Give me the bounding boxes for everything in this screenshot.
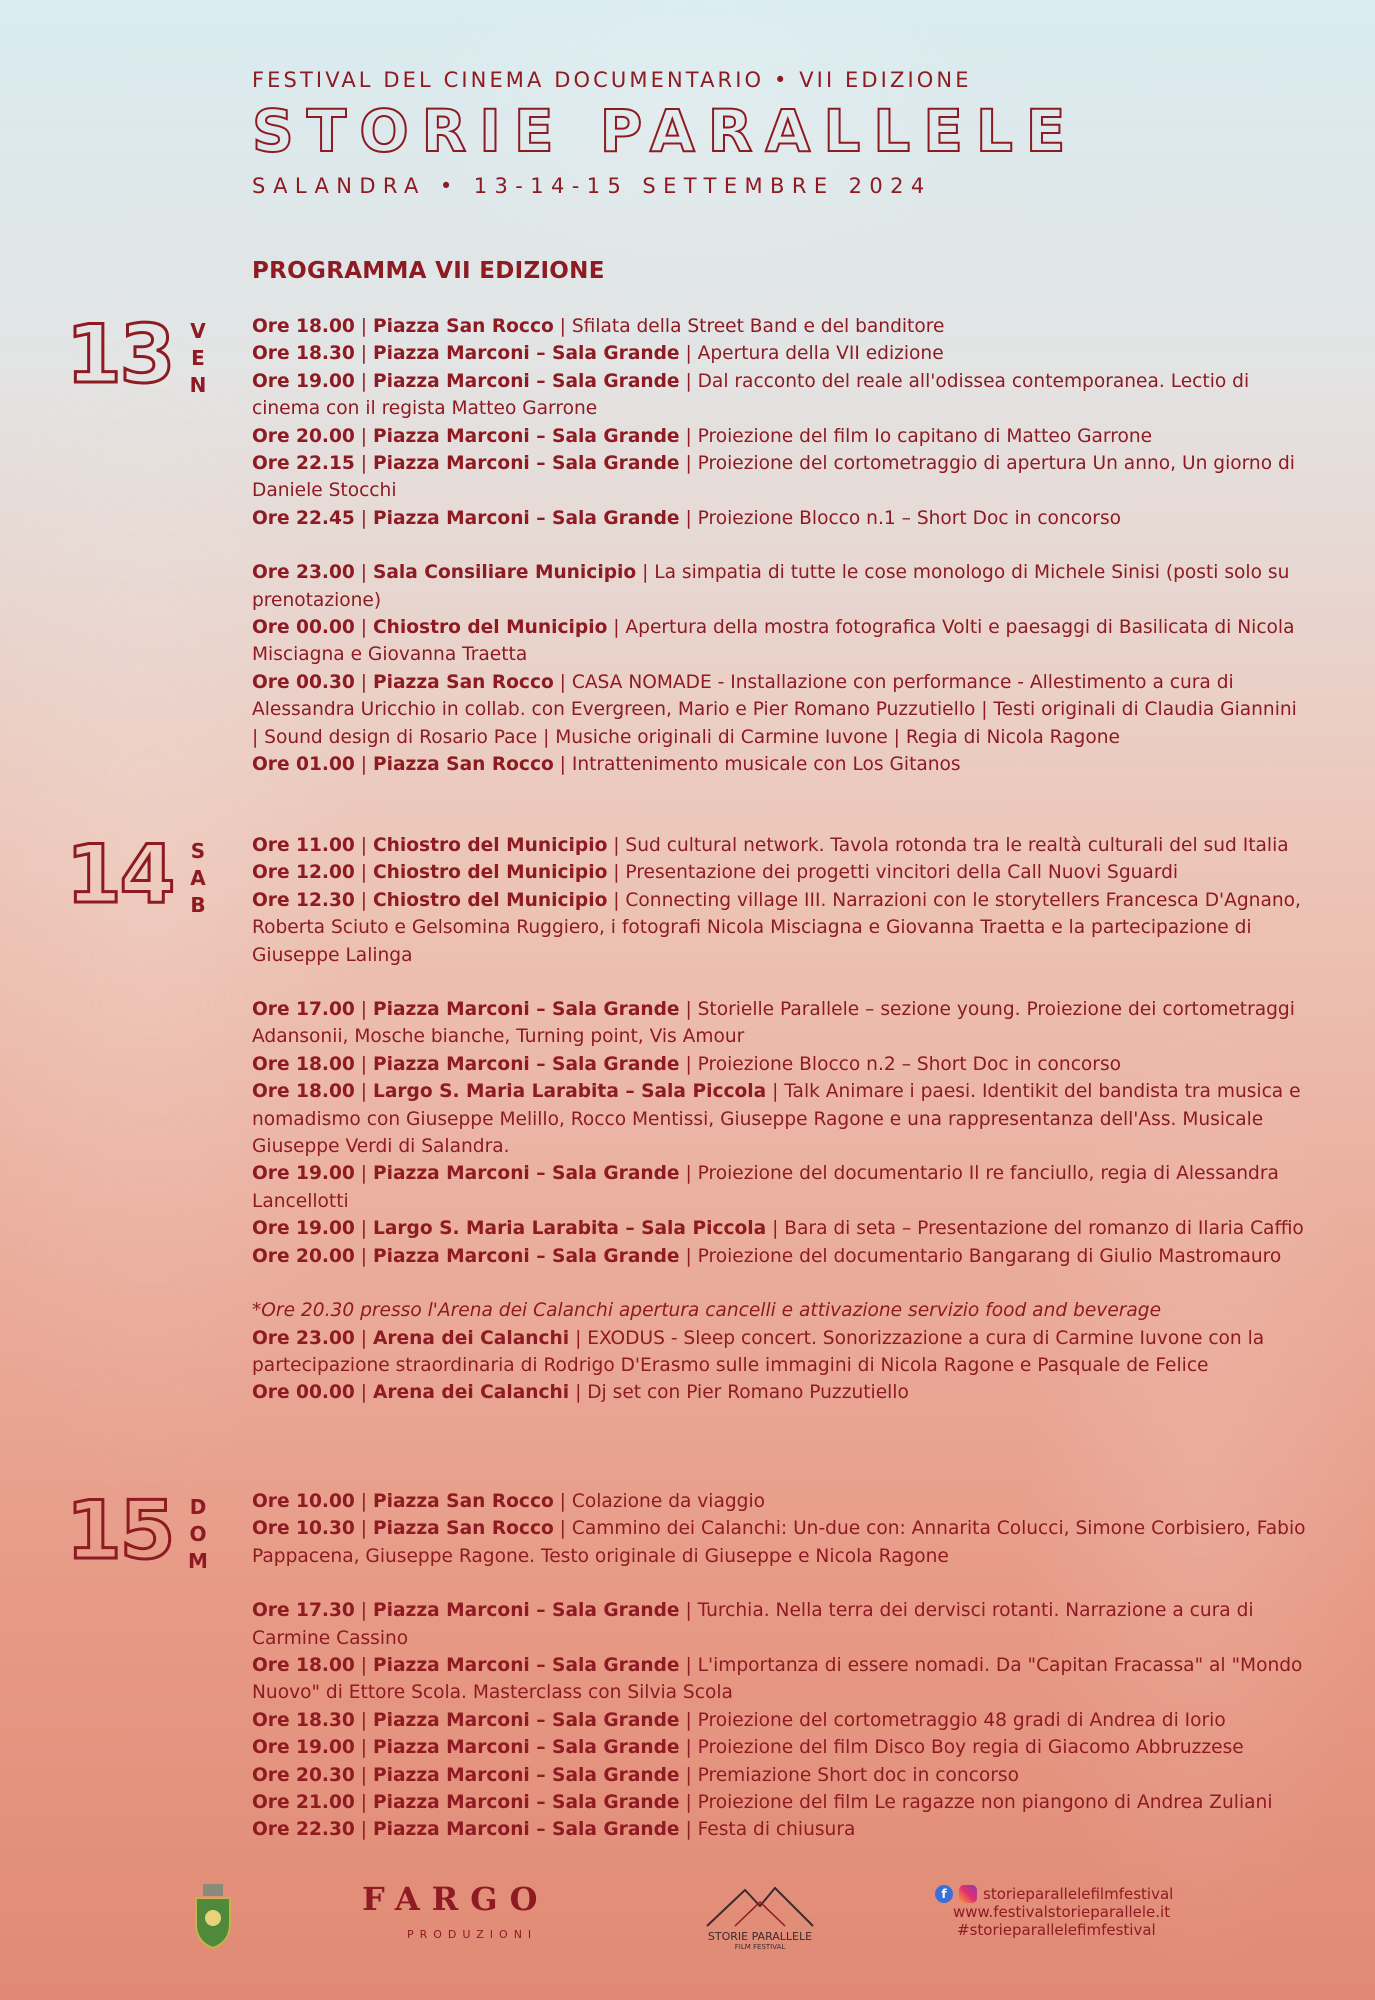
program-entry: Ore 18.00 | Piazza Marconi – Sala Grande | Proiezione Blocco n.2 – Short Doc in concorso xyxy=(252,1053,1122,1075)
entry-place: Piazza Marconi – Sala Grande xyxy=(372,999,680,1021)
header xyxy=(252,68,1079,198)
instagram-icon[interactable] xyxy=(959,1885,977,1903)
program-entry: Ore 12.00 | Chiostro del Municipio | Presentazione dei progetti vincitori della Call Nuovi Sguardi xyxy=(252,862,1179,884)
day-number: 14 xyxy=(66,828,174,921)
entry-time: Ore 00.00 xyxy=(252,617,355,639)
program-entry: Ore 01.00 | Piazza San Rocco | Intrattenimento musicale con Los Gitanos xyxy=(252,754,961,776)
website-link[interactable]: www.festivalstorieparallele.it xyxy=(953,1903,1171,1921)
program-entry: Ore 00.30 | Piazza San Rocco | CASA NOMADE - Installazione con performance - Allestimento a cura di Alessandra Uricchio in collab. con Evergreen, Mario e Pier Romano Puzzutiello | Testi originali di Claudia Giannini | Sound design di Rosario Pace | Musiche originali di Carmine Iuvone | Regia di Nicola Ragone xyxy=(252,671,1297,748)
weekday-letter: O xyxy=(189,1522,207,1546)
entry-time: Ore 19.00 xyxy=(252,1163,355,1185)
program-entry: Ore 00.00 | Chiostro del Municipio | Apertura della mostra fotografica Volti e paesaggi di Basilicata di Nicola Misciagna e Giovanna Traetta xyxy=(252,617,1295,666)
entry-place: Sala Consiliare Municipio xyxy=(372,562,637,584)
program-entry: Ore 17.30 | Piazza Marconi – Sala Grande | Turchia. Nella terra dei dervisci rotanti. Narrazione a cura di Carmine Cassino xyxy=(252,1600,1254,1649)
weekday-letter: N xyxy=(189,373,207,397)
facebook-icon[interactable]: f xyxy=(935,1885,953,1903)
weekday-letter: M xyxy=(188,1549,208,1573)
entry-time: Ore 18.30 xyxy=(252,1709,355,1731)
entry-description: | Proiezione Blocco n.2 – Short Doc in concorso xyxy=(679,1053,1122,1075)
entry-description: | Proiezione del documentario Il re fanciullo, regia di Alessandra Lancellotti xyxy=(252,1163,1279,1212)
entry-time: Ore 23.00 xyxy=(252,562,355,584)
program-entry: Ore 10.00 | Piazza San Rocco | Colazione da viaggio xyxy=(252,1491,766,1512)
program-entry: Ore 19.00 | Largo S. Maria Larabita – Sala Piccola | Bara di seta – Presentazione del romanzo di Ilaria Caffio xyxy=(252,1218,1304,1240)
program-entry: Ore 18.30 | Piazza Marconi – Sala Grande | Proiezione del cortometraggio 48 gradi di Andrea di Iorio xyxy=(252,1709,1226,1731)
day-weekday xyxy=(188,318,208,399)
program-entry: Ore 11.00 | Chiostro del Municipio | Sud cultural network. Tavola rotonda tra le realtà culturali del sud Italia xyxy=(252,835,1289,856)
entry-description: | La simpatia di tutte le cose monologo di Michele Sinisi (posti solo su prenotazione) xyxy=(252,562,1290,611)
weekday-letter: B xyxy=(190,893,206,917)
entry-time: Ore 10.30 xyxy=(252,1518,355,1540)
entry-place: Chiostro del Municipio xyxy=(372,889,608,911)
day-14-marker xyxy=(66,828,216,921)
entry-time: Ore 10.00 xyxy=(252,1491,355,1512)
entry-description: | Turchia. Nella terra dei dervisci rotanti. Narrazione a cura di Carmine Cassino xyxy=(252,1600,1254,1649)
entry-place: Largo S. Maria Larabita – Sala Piccola xyxy=(372,1218,767,1240)
entry-place: Chiostro del Municipio xyxy=(372,862,608,884)
entry-place: Piazza Marconi – Sala Grande xyxy=(372,1737,680,1759)
entry-time: Ore 19.00 xyxy=(252,1218,355,1240)
entry-time: Ore 19.00 xyxy=(252,1737,355,1759)
entry-place: Largo S. Maria Larabita – Sala Piccola xyxy=(372,1081,767,1103)
fargo-subtitle: PRODUZIONI xyxy=(407,1928,538,1941)
entry-place: Piazza San Rocco xyxy=(372,1491,554,1512)
entry-place: Chiostro del Municipio xyxy=(372,835,608,856)
program-entry: Ore 22.30 | Piazza Marconi – Sala Grande | Festa di chiusura xyxy=(252,1819,856,1841)
entry-place: Piazza San Rocco xyxy=(372,316,554,337)
entry-description: | Proiezione del film Le ragazze non piangono di Andrea Zuliani xyxy=(679,1792,1273,1814)
entry-description: | Cammino dei Calanchi: Un-due con: Annarita Colucci, Simone Corbisiero, Fabio Pappacena, Giuseppe Ragone. Testo originale di Giuseppe e Nicola Ragone xyxy=(252,1518,1306,1567)
salandra-crest-logo xyxy=(188,1882,238,1952)
program-entry: Ore 17.00 | Piazza Marconi – Sala Grande | Storielle Parallele – sezione young. Proiezione dei cortometraggi Adansonii, Mosche bianche, Turning point, Vis Amour xyxy=(252,999,1295,1048)
entry-description: | Colazione da viaggio xyxy=(553,1491,766,1512)
entry-place: Piazza Marconi – Sala Grande xyxy=(372,1819,680,1841)
day-15-marker xyxy=(66,1484,216,1577)
footer xyxy=(0,1870,1375,2000)
entry-description: | Intrattenimento musicale con Los Gitanos xyxy=(553,754,961,776)
entry-description: | Bara di seta – Presentazione del romanzo di Ilaria Caffio xyxy=(766,1218,1304,1240)
entry-time: Ore 18.00 xyxy=(252,1081,355,1103)
place-dates-line: SALANDRA • 13-14-15 SETTEMBRE 2024 xyxy=(252,174,932,198)
entry-description: | Connecting village III. Narrazioni con le storytellers Francesca D'Agnano, Roberta Sciuto e Gelsomina Ruggiero, i fotografi Nicola Misciagna e Giovanna Traetta e la partecipazione di Giuseppe Lalinga xyxy=(252,889,1301,966)
entry-description: | Dj set con Pier Romano Puzzutiello xyxy=(569,1382,909,1404)
entry-place: Piazza Marconi – Sala Grande xyxy=(372,343,680,365)
spacer xyxy=(252,1570,1307,1597)
entry-description: | Proiezione del film Disco Boy regia di Giacomo Abbruzzese xyxy=(679,1737,1244,1759)
entry-description: | Talk Animare i paesi. Identikit del bandista tra musica e nomadismo con Giuseppe Melillo, Rocco Mentissi, Giuseppe Ragone e una rappresentanza dell'Ass. Musicale Giuseppe Verdi di Salandra. xyxy=(252,1081,1301,1158)
entry-place: Piazza Marconi – Sala Grande xyxy=(372,1053,680,1075)
day-weekday xyxy=(188,1494,208,1575)
weekday-letter: V xyxy=(190,319,206,343)
day-15-program xyxy=(252,1488,1307,1844)
entry-description: | Storielle Parallele – sezione young. Proiezione dei cortometraggi Adansonii, Mosche bianche, Turning point, Vis Amour xyxy=(252,999,1295,1048)
entry-description: | L'importanza di essere nomadi. Da "Capitan Fracassa" al "Mondo Nuovo" di Ettore Scola. Masterclass con Silvia Scola xyxy=(252,1655,1303,1704)
program-entry: Ore 00.00 | Arena dei Calanchi | Dj set con Pier Romano Puzzutiello xyxy=(252,1382,909,1404)
entry-place: Piazza Marconi – Sala Grande xyxy=(372,1709,680,1731)
program-entry: Ore 22.15 | Piazza Marconi – Sala Grande | Proiezione del cortometraggio di apertura Un anno, Un giorno di Daniele Stocchi xyxy=(252,453,1295,502)
day-number: 15 xyxy=(66,1484,174,1577)
program-entry: Ore 19.00 | Piazza Marconi – Sala Grande | Proiezione del documentario Il re fanciullo, regia di Alessandra Lancellotti xyxy=(252,1163,1279,1212)
program-entry: Ore 23.00 | Arena dei Calanchi | EXODUS - Sleep concert. Sonorizzazione a cura di Carmine Iuvone con la partecipazione straordinaria di Rodrigo D'Erasmo sulle immagini di Nicola Ragone e Pasquale de Felice xyxy=(252,1327,1265,1376)
entry-time: Ore 17.00 xyxy=(252,999,355,1021)
entry-place: Piazza San Rocco xyxy=(372,1518,554,1540)
entry-description: | Apertura della VII edizione xyxy=(679,343,944,365)
entry-description: | Proiezione del cortometraggio 48 gradi di Andrea di Iorio xyxy=(679,1709,1226,1731)
entry-time: Ore 11.00 xyxy=(252,835,355,856)
weekday-letter: D xyxy=(189,1495,207,1519)
social-handle[interactable]: storieparallelefilmfestival xyxy=(983,1885,1174,1903)
festival-title: STORIE PARALLELE xyxy=(252,97,1079,165)
program-entry: Ore 18.00 | Largo S. Maria Larabita – Sala Piccola | Talk Animare i paesi. Identikit del bandista tra musica e nomadismo con Giuseppe Melillo, Rocco Mentissi, Giuseppe Ragone e una rappresentanza dell'Ass. Musicale Giuseppe Verdi di Salandra. xyxy=(252,1081,1301,1158)
weekday-letter: S xyxy=(190,839,206,863)
entry-time: Ore 01.00 xyxy=(252,754,355,776)
storie-parallele-logo xyxy=(700,1882,820,1951)
entry-place: Arena dei Calanchi xyxy=(372,1327,570,1349)
entry-time: Ore 00.30 xyxy=(252,671,355,693)
entry-time: Ore 22.30 xyxy=(252,1819,355,1841)
entry-time: Ore 00.00 xyxy=(252,1382,355,1404)
entry-time: Ore 12.00 xyxy=(252,862,355,884)
entry-place: Piazza San Rocco xyxy=(372,754,554,776)
entry-time: Ore 19.00 xyxy=(252,370,355,392)
program-entry: Ore 20.00 | Piazza Marconi – Sala Grande | Proiezione del documentario Bangarang di Giulio Mastromauro xyxy=(252,1245,1282,1267)
entry-description: | Premiazione Short doc in concorso xyxy=(679,1764,1019,1786)
entry-time: Ore 20.00 xyxy=(252,1245,355,1267)
entry-description: | Festa di chiusura xyxy=(679,1819,856,1841)
hashtag: #storieparallelefimfestival xyxy=(957,1921,1156,1939)
entry-time: Ore 12.30 xyxy=(252,889,355,911)
entry-description: | Sfilata della Street Band e del banditore xyxy=(553,316,945,337)
mountains-icon xyxy=(705,1882,815,1928)
entry-place: Piazza Marconi – Sala Grande xyxy=(372,1600,680,1622)
entry-place: Piazza San Rocco xyxy=(372,671,554,693)
entry-time: Ore 18.30 xyxy=(252,343,355,365)
social-links xyxy=(935,1885,1215,1939)
weekday-letter: A xyxy=(190,866,206,890)
entry-time: Ore 18.00 xyxy=(252,316,355,337)
program-entry: Ore 12.30 | Chiostro del Municipio | Connecting village III. Narrazioni con le storytellers Francesca D'Agnano, Roberta Sciuto e Gelsomina Ruggiero, i fotografi Nicola Misciagna e Giovanna Traetta e la partecipazione di Giuseppe Lalinga xyxy=(252,889,1301,966)
day-number: 13 xyxy=(66,308,174,401)
entry-description: | Presentazione dei progetti vincitori della Call Nuovi Sguardi xyxy=(607,862,1179,884)
entry-description: | EXODUS - Sleep concert. Sonorizzazione a cura di Carmine Iuvone con la partecipazione straordinaria di Rodrigo D'Erasmo sulle immagini di Nicola Ragone e Pasquale de Felice xyxy=(252,1327,1265,1376)
entry-place: Piazza Marconi – Sala Grande xyxy=(372,1245,680,1267)
fargo-wordmark: FARGO xyxy=(362,1880,550,1918)
day-13-program xyxy=(252,313,1307,779)
entry-place: Piazza Marconi – Sala Grande xyxy=(372,425,680,447)
festival-edition-line: FESTIVAL DEL CINEMA DOCUMENTARIO • VII EDIZIONE xyxy=(252,68,972,92)
program-entry: Ore 18.00 | Piazza San Rocco | Sfilata della Street Band e del banditore xyxy=(252,316,945,337)
day-14-program xyxy=(252,832,1307,1407)
weekday-letter: E xyxy=(191,346,205,370)
entry-place: Piazza Marconi – Sala Grande xyxy=(372,1655,680,1677)
program-entry: Ore 22.45 | Piazza Marconi – Sala Grande | Proiezione Blocco n.1 – Short Doc in concorso xyxy=(252,507,1122,529)
program-entry: Ore 23.00 | Sala Consiliare Municipio | La simpatia di tutte le cose monologo di Michele Sinisi (posti solo su prenotazione) xyxy=(252,562,1290,611)
fargo-logo xyxy=(362,1880,592,1941)
program-entry: Ore 10.30 | Piazza San Rocco | Cammino dei Calanchi: Un-due con: Annarita Colucci, Simone Corbisiero, Fabio Pappacena, Giuseppe Ragone. Testo originale di Giuseppe e Nicola Ragone xyxy=(252,1518,1306,1567)
entry-place: Piazza Marconi – Sala Grande xyxy=(372,370,680,392)
entry-description: | Sud cultural network. Tavola rotonda tra le realtà culturali del sud Italia xyxy=(607,835,1289,856)
spacer xyxy=(252,532,1307,559)
entry-place: Piazza Marconi – Sala Grande xyxy=(372,453,680,475)
program-entry: Ore 18.00 | Piazza Marconi – Sala Grande | L'importanza di essere nomadi. Da "Capitan Fracassa" al "Mondo Nuovo" di Ettore Scola. Masterclass con Silvia Scola xyxy=(252,1655,1303,1704)
entry-place: Piazza Marconi – Sala Grande xyxy=(372,1764,680,1786)
entry-place: Arena dei Calanchi xyxy=(372,1382,570,1404)
entry-description: | CASA NOMADE - Installazione con performance - Allestimento a cura di Alessandra Uricchio in collab. con Evergreen, Mario e Pier Romano Puzzutiello | Testi originali di Claudia Giannini | Sound design di Rosario Pace | Musiche originali di Carmine Iuvone | Regia di Nicola Ragone xyxy=(252,671,1297,748)
entry-time: Ore 22.45 xyxy=(252,507,355,529)
entry-place: Piazza Marconi – Sala Grande xyxy=(372,1163,680,1185)
program-entry: Ore 19.00 | Piazza Marconi – Sala Grande | Dal racconto del reale all'odissea contemporanea. Lectio di cinema con il regista Matteo Garrone xyxy=(252,370,1250,420)
entry-time: Ore 20.00 xyxy=(252,425,355,447)
program-entry: Ore 20.30 | Piazza Marconi – Sala Grande | Premiazione Short doc in concorso xyxy=(252,1764,1019,1786)
day-weekday xyxy=(188,838,208,919)
entry-description: | Proiezione del documentario Bangarang di Giulio Mastromauro xyxy=(679,1245,1282,1267)
entry-description: | Proiezione del cortometraggio di apertura Un anno, Un giorno di Daniele Stocchi xyxy=(252,453,1295,502)
entry-description: | Proiezione Blocco n.1 – Short Doc in concorso xyxy=(679,507,1122,529)
entry-time: Ore 18.00 xyxy=(252,1655,355,1677)
entry-time: Ore 21.00 xyxy=(252,1792,355,1814)
entry-time: Ore 23.00 xyxy=(252,1327,355,1349)
entry-time: Ore 18.00 xyxy=(252,1053,355,1075)
spacer xyxy=(252,969,1307,996)
entry-description: | Dal racconto del reale all'odissea contemporanea. Lectio di cinema con il regista Matteo Garrone xyxy=(252,370,1250,420)
program-entry: Ore 20.00 | Piazza Marconi – Sala Grande | Proiezione del film Io capitano di Matteo Garrone xyxy=(252,425,1153,447)
entry-place: Piazza Marconi – Sala Grande xyxy=(372,507,680,529)
entry-description: | Proiezione del film Io capitano di Matteo Garrone xyxy=(679,425,1153,447)
entry-time: Ore 20.30 xyxy=(252,1764,355,1786)
entry-place: Piazza Marconi – Sala Grande xyxy=(372,1792,680,1814)
logo-name: STORIE PARALLELE xyxy=(707,1930,813,1943)
logo-subtitle: FILM FESTIVAL xyxy=(734,1943,786,1951)
programma-title: PROGRAMMA VII EDIZIONE xyxy=(252,258,605,284)
entry-description: | Apertura della mostra fotografica Volti e paesaggi di Basilicata di Nicola Misciagna e Giovanna Traetta xyxy=(252,617,1295,666)
day-13-marker xyxy=(66,308,216,401)
program-entry: Ore 18.30 | Piazza Marconi – Sala Grande | Apertura della VII edizione xyxy=(252,343,944,365)
program-entry: Ore 19.00 | Piazza Marconi – Sala Grande | Proiezione del film Disco Boy regia di Giacomo Abbruzzese xyxy=(252,1737,1244,1759)
program-note: *Ore 20.30 presso l'Arena dei Calanchi apertura cancelli e attivazione servizio food and beverage xyxy=(252,1300,1162,1322)
entry-time: Ore 22.15 xyxy=(252,453,355,475)
spacer xyxy=(252,1270,1307,1297)
entry-place: Chiostro del Municipio xyxy=(372,617,608,639)
entry-time: Ore 17.30 xyxy=(252,1600,355,1622)
program-entry: Ore 21.00 | Piazza Marconi – Sala Grande | Proiezione del film Le ragazze non piangono di Andrea Zuliani xyxy=(252,1792,1273,1814)
